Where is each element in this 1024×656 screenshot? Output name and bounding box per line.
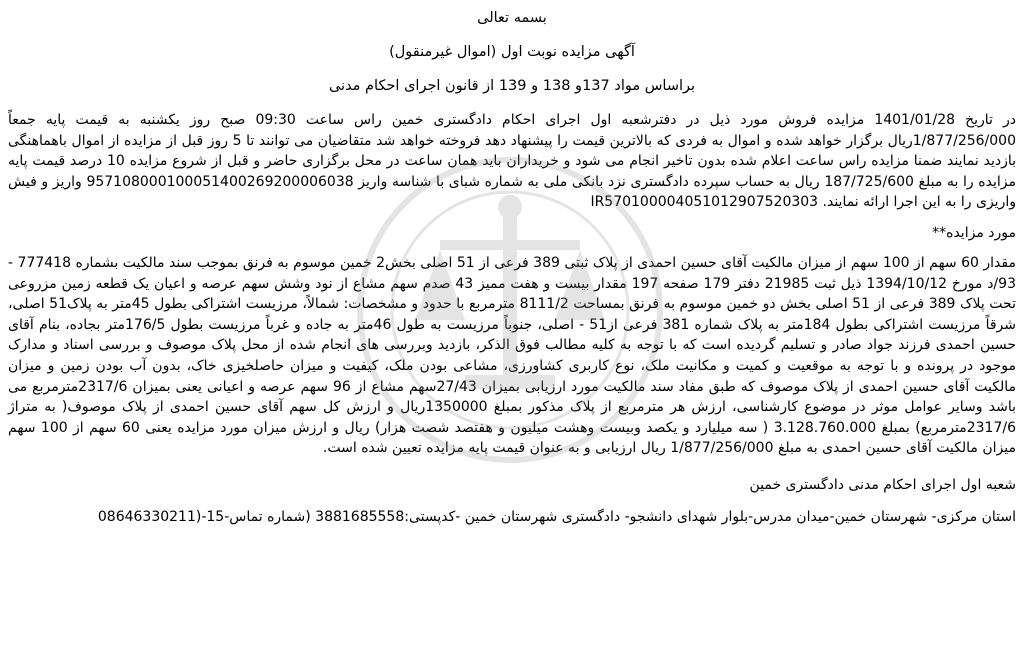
- auction-subject-heading: مورد مزایده**: [932, 224, 1016, 241]
- issuing-branch: شعبه اول اجرای احکام مدنی دادگستری خمین: [749, 476, 1016, 493]
- notice-title: آگهی مزایده نوبت اول (اموال غیرمنقول): [389, 44, 635, 60]
- court-address: استان مرکزی- شهرستان خمین-میدان مدرس-بلوار شهدای دانشجو- دادگستری شهرستان خمین -کدپستی:3881685558 (شماره تماس-15-(08646330211: [97, 508, 1016, 525]
- legal-basis-line: براساس مواد 137و 138 و 139 از قانون اجرای احکام مدنی: [328, 78, 696, 94]
- invocation-heading: بسمه تعالی: [477, 10, 547, 26]
- auction-subject-paragraph: مقدار 60 سهم از 100 سهم از میزان مالکیت آقای حسین احمدی از پلاک ثبتی 389 فرعی از 51 اصلی بخش2 خمین موسوم به فرنق بموجب سند مالکیت بشماره 777418 - 93/د مورخ 1394/10/12 ذیل ثبت 21985 دفتر 179 صفحه 197 مقدار بیست و هفت ممیز 43 صدم سهم مشاع از نود وشش سهم عرصه و اعیان یک قطعه زمین مزروعی تحت پلاک 389 فرعی از 51 اصلی بخش دو خمین موسوم به فرنق بمساحت 8111/2 مترمربع با حدود و مشخصات: شمالاً، مرزیست اشتراکی بطول 45متر به پلاک51 اصلی، شرقاً مرزیست اشتراکی بطول 184متر به پلاک شماره 381 فرعی از51 - اصلی، جنوباً مرزیست به طول 46متر به جاده و غرباً مرزیست بطول 176/5متر بجاده، بنام آقای حسین احمدی فرزند جواد صادر و تسلیم گردیده است که با توجه به کلیه مطالب فوق الذکر، بازدید وبررسی های انجام شده از محل پلاک موصوف و بررسی اسناد و مدارک موجود در پرونده و با توجه به موقعیت و کمیت و مکانیت ملک، نوع کاربری کشاورزی، مشاعی بودن ملک، کیفیت و میزان حاصلخیزی خاک، بدون آب بودن زمین و میزان مالکیت آقای حسین احمدی از پلاک موصوف که طبق مفاد سند مالکیت مورد ارزیابی بمیزان 27/43سهم مشاع از 96 سهم عرصه و اعیانی یعنی بمیزان 2317/6مترمربع می باشد وسایر عوامل موثر در موضوع کارشناسی، ارزش هر مترمربع از پلاک مذکور بمبلغ 1350000ریال و ارزش کل سهم آقای حسین احمدی از پلاک موصوف( به متراژ 2317/6مترمربع) بمبلغ 3.128.760.000 ( سه میلیارد و یکصد وبیست وهشت میلیون و هفتصد شصت هزار) ریال و ارزش میزان مورد مزایده یعنی 60 سهم از 100 سهم میزان مالکیت آقای حسین احمدی به مبلغ 1/877/256/000 ریال ارزیابی و به عنوان قیمت پایه مزایده تعیین شده است.: [8, 254, 1017, 457]
- auction-intro-paragraph: در تاریخ 1401/01/28 مزایده فروش مورد ذیل در دفترشعبه اول اجرای احکام دادگستری خمین راس ساعت 09:30 صبح روز یکشنبه به قیمت پایه جمعاً 1/877/256/000ریال برگزار خواهد شده و اموال به فردی که بالاترین قیمت را پیشنهاد دهد فروخته خواهد شد متقاضیان می توانند تا 5 روز قبل از مزایده از اموال باهماهنگی بازدید نمایند ضمنا مزایده راس ساعت اعلام شده بدون تاخیر انجام می شود و خریداران باید همان ساعت در محل برگزاری حاضر و قبل از شروع مزایده 10 درصد قیمت پایه مزایده را به مبلغ 187/725/600 ریال به حساب سپرده دادگستری نزد بانکی ملی به شماره شبای با شناسه واریز 957108000100051400269200006038 واریز و فیش واریزی را به این اجرا ارائه نمایند. IR570100004051012907520303: [8, 112, 1016, 211]
